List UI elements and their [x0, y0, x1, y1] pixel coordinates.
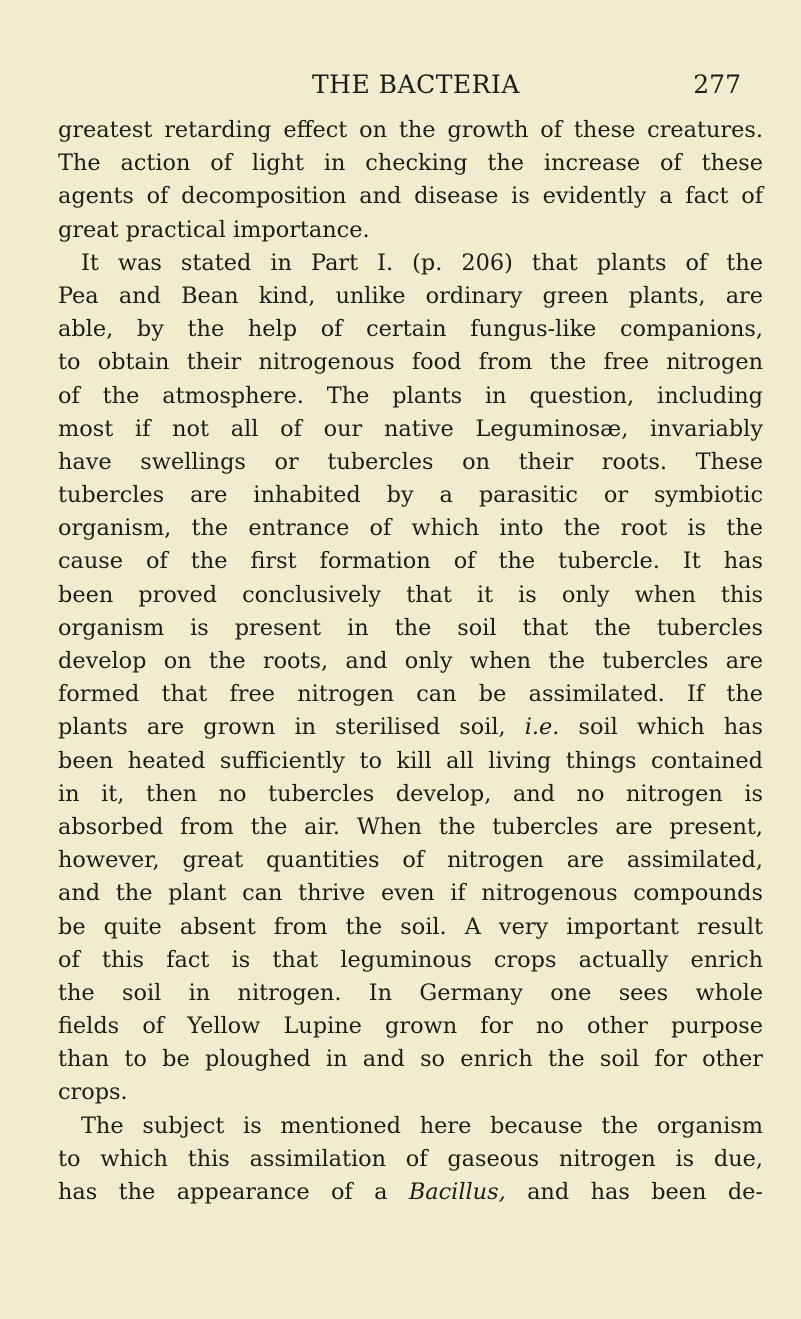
- text-line: been heated sufficiently to kill all living things contained: [58, 747, 763, 774]
- text-segment: soil which has: [559, 714, 763, 741]
- text-line: develop on the roots, and only when the tubercles are: [58, 648, 763, 674]
- text-line: [58, 711, 763, 744]
- italic-term: i.e.: [524, 714, 560, 741]
- body-text: [58, 114, 763, 1209]
- text-line: greatest retarding effect on the growth of these creatures.: [58, 117, 763, 143]
- text-line: The subject is mentioned here because the organism: [81, 1112, 763, 1139]
- text-segment: plants are grown in sterilised soil,: [58, 714, 525, 741]
- text-segment: has the appearance of a: [58, 1179, 409, 1205]
- text-line: be quite absent from the soil. A very important result: [58, 913, 763, 940]
- text-line: organism is present in the soil that the tubercles: [58, 614, 763, 641]
- text-line: crops.: [58, 1079, 128, 1106]
- text-line: and the plant can thrive even if nitrogenous compounds: [58, 880, 763, 907]
- running-head-title: THE BACTERIA: [312, 70, 520, 99]
- text-line: have swellings or tubercles on their roots. These: [58, 448, 763, 475]
- text-segment: and has been de-: [505, 1179, 763, 1205]
- text-line: The action of light in checking the increase of these: [58, 150, 763, 177]
- running-head: [0, 64, 801, 104]
- text-line: absorbed from the air. When the tubercles are present,: [58, 813, 763, 840]
- italic-term: Bacillus,: [408, 1179, 506, 1205]
- text-line: It was stated in Part I. (p. 206) that plants of the: [81, 249, 763, 276]
- text-line: in it, then no tubercles develop, and no nitrogen is: [58, 780, 763, 807]
- text-line: the soil in nitrogen. In Germany one sees whole: [58, 979, 763, 1006]
- text-line: able, by the help of certain fungus-like companions,: [58, 316, 763, 343]
- page-number: 277: [693, 70, 741, 99]
- text-line: of this fact is that leguminous crops actually enrich: [58, 946, 763, 973]
- text-line: to which this assimilation of gaseous nitrogen is due,: [58, 1145, 763, 1172]
- text-line: most if not all of our native Leguminosæ, invariably: [58, 415, 763, 442]
- text-line: organism, the entrance of which into the root is the: [58, 515, 763, 542]
- text-line: been proved conclusively that it is only when this: [58, 581, 763, 608]
- text-line: formed that free nitrogen can be assimilated. If the: [58, 681, 763, 708]
- text-line: fields of Yellow Lupine grown for no other purpose: [58, 1013, 763, 1040]
- text-line: tubercles are inhabited by a parasitic or symbiotic: [58, 482, 763, 509]
- text-line: to obtain their nitrogenous food from the free nitrogen: [58, 349, 763, 376]
- text-line: cause of the first formation of the tubercle. It has: [58, 548, 763, 575]
- text-line: [58, 1176, 763, 1209]
- text-line: great practical importance.: [58, 216, 370, 243]
- text-line: than to be ploughed in and so enrich the soil for other: [58, 1046, 763, 1073]
- text-line: Pea and Bean kind, unlike ordinary green plants, are: [58, 282, 763, 309]
- text-line: however, great quantities of nitrogen are assimilated,: [58, 847, 763, 874]
- text-line: agents of decomposition and disease is evidently a fact of: [58, 183, 763, 210]
- text-line: of the atmosphere. The plants in question, including: [58, 382, 763, 409]
